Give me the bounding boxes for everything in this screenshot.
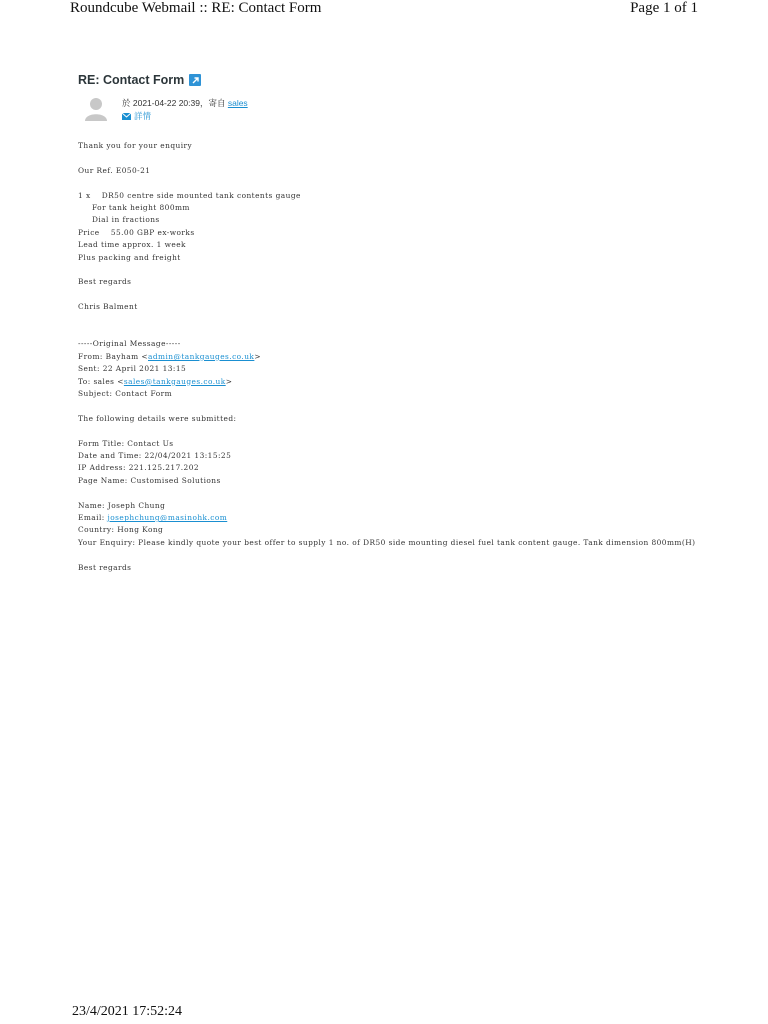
customer-email-link[interactable]: josephchung@masinohk.com xyxy=(107,513,228,523)
sender-avatar xyxy=(85,97,107,121)
body-line xyxy=(78,177,698,189)
to-suffix: > xyxy=(225,376,233,386)
body-line: Our Ref. E050-21 xyxy=(78,165,151,175)
from-email-link[interactable]: admin@tankgauges.co.uk xyxy=(148,351,255,361)
message-subject: RE: Contact Form xyxy=(78,73,185,87)
from-prefix: From: Bayham < xyxy=(78,351,148,361)
body-line xyxy=(78,152,698,164)
body-line: Lead time approx. 1 week xyxy=(78,240,186,250)
envelope-icon xyxy=(122,113,131,120)
body-line: Thank you for your enquiry xyxy=(78,141,193,150)
body-line: The following details were submitted: xyxy=(78,413,237,423)
body-line: Best regards xyxy=(78,562,132,572)
body-line xyxy=(78,289,698,301)
sent-line: Sent: 22 April 2021 13:15 xyxy=(78,364,187,374)
body-line: Price 55.00 GBP ex-works xyxy=(78,227,195,237)
body-line xyxy=(78,264,698,276)
body-line xyxy=(78,400,698,412)
body-line: Chris Balment xyxy=(78,302,138,312)
details-toggle[interactable] xyxy=(122,110,248,123)
body-line: For tank height 800mm xyxy=(78,203,190,212)
print-title: Roundcube Webmail :: RE: Contact Form xyxy=(70,0,322,16)
body-line xyxy=(78,326,698,338)
body-line: IP Address: 221.125.217.202 xyxy=(78,463,199,473)
email-line xyxy=(78,512,698,524)
details-label: 詳情 xyxy=(134,111,152,121)
enquiry-text: Your Enquiry: Please kindly quote your best offer to supply 1 no. of DR50 side mounting diesel fuel tank content gauge. Tank dimension 800mm(H) xyxy=(78,537,696,547)
body-line xyxy=(78,487,698,499)
message-body xyxy=(78,140,698,574)
page-number: Page 1 of 1 xyxy=(630,0,698,16)
body-line xyxy=(78,314,698,326)
meta-date-from: 於 2021-04-22 20:39，寄自 xyxy=(122,98,228,108)
original-message-separator: -----Original Message----- xyxy=(78,339,181,349)
print-header xyxy=(70,0,698,20)
to-email-link[interactable]: sales@tankgauges.co.uk xyxy=(123,376,226,386)
body-line: Form Title: Contact Us xyxy=(78,438,174,448)
body-line: Best regards xyxy=(78,277,132,287)
email-prefix: Email: xyxy=(78,513,108,523)
body-line: Page Name: Customised Solutions xyxy=(78,475,221,485)
body-line: 1 x DR50 centre side mounted tank contents gauge xyxy=(78,190,301,200)
body-line xyxy=(78,549,698,561)
from-line xyxy=(78,351,698,363)
message-meta xyxy=(122,97,248,123)
body-line: Country: Hong Kong xyxy=(78,525,164,535)
to-line xyxy=(78,376,698,388)
subject-row xyxy=(78,73,201,87)
from-suffix: > xyxy=(254,351,262,361)
body-line: Dial in fractions xyxy=(78,215,160,225)
body-line: Plus packing and freight xyxy=(78,252,181,262)
body-line: Name: Joseph Chung xyxy=(78,500,166,510)
print-timestamp: 23/4/2021 17:52:24 xyxy=(72,1004,183,1019)
subject-line: Subject: Contact Form xyxy=(78,389,173,399)
sender-link[interactable]: sales xyxy=(227,98,248,108)
body-line xyxy=(78,425,698,437)
body-line: Date and Time: 22/04/2021 13:15:25 xyxy=(78,451,232,461)
to-prefix: To: sales < xyxy=(78,376,124,386)
open-in-new-window-icon[interactable] xyxy=(189,74,201,86)
